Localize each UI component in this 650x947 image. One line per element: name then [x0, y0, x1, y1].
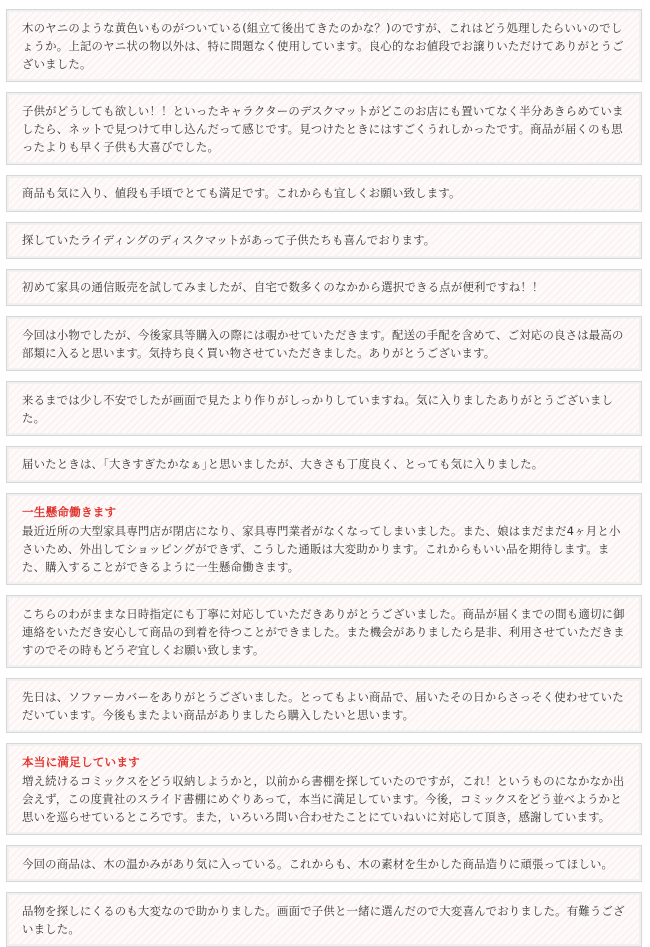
review-text: 届いたときは、｢大きすぎたかなぁ｣と思いましたが、大きさも丁度良く、とっても気に入りました。 — [22, 457, 544, 471]
review-text: 探していたライディングのディスクマットがあって子供たちも喜んでおります。 — [22, 233, 436, 247]
review-title: 一生懸命働きます — [22, 505, 117, 519]
review-item — [6, 269, 642, 306]
review-text: 商品も気に入り、値段も手頃でとても満足です。これからも宜しくお願い致します。 — [22, 186, 461, 200]
review-text: 木のヤニのような黄色いものがついている(組立て後出てきたのかな？)のですが、これはどう処理したらいいのでしょうか。上記のヤニ状の物以外は、特に問題なく使用しています。良心的なお値段でお譲りいただけてありがとうございました。 — [22, 21, 624, 71]
review-item — [6, 493, 642, 585]
review-text: 来るまでは少し不安でしたが画面で見たより作りがしっかりしていますね。気に入りましたありがとうございました。 — [22, 393, 614, 425]
review-item — [6, 595, 642, 668]
review-text: 先日は、ソファーカバーをありがとうございました。とってもよい商品で、届いたその日からさっそく使わせていただいています。今後もまたよい商品がありましたら購入したいと思います。 — [22, 690, 624, 722]
review-text: 品物を探しにくるのも大変なので助かりました。画面で子供と一緒に選んだので大変喜んでおりました。有難うございました。 — [22, 904, 625, 936]
review-item — [6, 92, 642, 165]
review-item — [6, 892, 642, 947]
review-text: 増え続けるコミックスをどう収納しようかと，以前から書棚を探していたのですが，これ！というものになかなか出会えず，この度貴社のスライド書棚にめぐりあって，本当に満足しています。今後，コミックスをどう並べようかと思いを巡らせているところです。また，いろいろ問い合わせたことにていねいに対応して頂き，感謝しています。 — [22, 774, 625, 824]
review-item — [6, 743, 642, 835]
review-text: 今回は小物でしたが、今後家具等購入の際には覗かせていただきます。配送の手配を含めて、ご対応の良さは最高の部類に入ると思います。気持ち良く買い物させていただきました。ありがとうございます。 — [22, 328, 624, 360]
review-item — [6, 316, 642, 371]
review-item — [6, 9, 642, 82]
review-title: 本当に満足しています — [22, 755, 140, 769]
review-item — [6, 381, 642, 436]
review-item — [6, 446, 642, 483]
review-text: 今回の商品は、木の温かみがあり気に入っている。これからも、木の素材を生かした商品造りに頑張ってほしい。 — [22, 857, 614, 871]
review-item — [6, 845, 642, 882]
review-item — [6, 222, 642, 259]
review-text: こちらのわがままな日時指定にも丁寧に対応していただきありがとうございました。商品が届くまでの間も適切に御連絡をいただき安心して商品の到着を待つことができました。また機会がありましたら是非、利用させていただきますのでその時もどうぞ宜しくお願い致します。 — [22, 607, 625, 657]
review-text: 子供がどうしても欲しい！！といったキャラクターのデスクマットがどこのお店にも置いてなく半分あきらめていましたら、ネットで見つけて申し込んだって感じです。見つけたときにはすごくうれしかったです。商品が届くのも思ったよりも早く子供も大喜びでした。 — [22, 104, 624, 154]
review-text: 最近近所の大型家具専門店が閉店になり、家具専門業者がなくなってしまいました。また、娘はまだまだ4ヶ月と小さいため、外出してショッピングができず、こうした通販は大変助かります。これからもいい品を期待します。また、購入することができるように一生懸命働きます。 — [22, 524, 621, 574]
review-item — [6, 175, 642, 212]
review-text: 初めて家具の通信販売を試してみましたが、自宅で数多くのなかから選択できる点が便利ですね！！ — [22, 280, 544, 294]
review-item — [6, 678, 642, 733]
